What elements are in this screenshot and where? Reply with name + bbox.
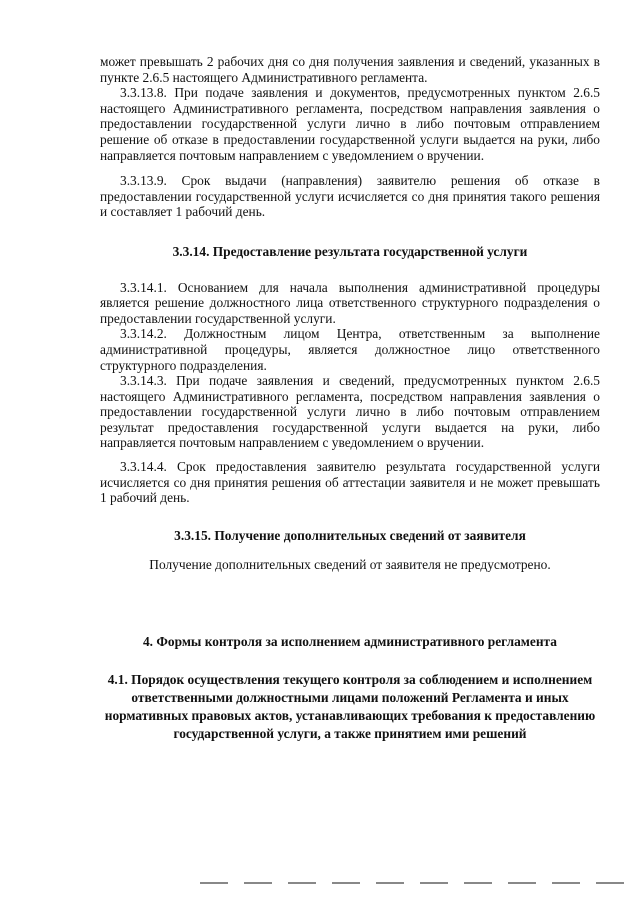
- paragraph-no-additional-info: Получение дополнительных сведений от заявителя не предусмотрено.: [149, 557, 551, 573]
- section-heading-3-3-15: 3.3.15. Получение дополнительных сведений от заявителя: [174, 527, 526, 543]
- paragraph-3-3-14-4: 3.3.14.4. Срок предоставления заявителю результата государственной услуги исчисляется со дня принятия решения об аттестации заявителя и не может превышать 1 рабочий день.: [100, 459, 600, 506]
- paragraph-3-3-14-1: 3.3.14.1. Основанием для начала выполнения административной процедуры является решение должностного лица ответственного структурного подразделения о предоставлении государственной услуги.: [100, 279, 600, 326]
- paragraph-3-3-14-3: 3.3.14.3. При подаче заявления и сведений, предусмотренных пунктом 2.6.5 настоящего Административного регламента, посредством направления заявления о предоставлении государственной услуги лично в либо почтовым отправлением результат предоставления государственной услуги выдается на руки, либо направляется почтовым направлением с уведомлением о вручении.: [100, 373, 600, 451]
- paragraph-3-3-13-8: 3.3.13.8. При подаче заявления и документов, предусмотренных пунктом 2.6.5 настоящего Административного регламента, посредством направления заявления о предоставлении государственной услуги лично в либо почтовым отправлением решение об отказе в предоставлении государственной услуги выдается на руки, либо направляется почтовым направлением с уведомлением о вручении.: [100, 85, 600, 163]
- paragraph-3-3-13-9: 3.3.13.9. Срок выдачи (направления) заявителю решения об отказе в предоставлении государственной услуги исчисляется со дня принятия такого решения и составляет 1 рабочий день.: [100, 173, 600, 220]
- paragraph-3-3-14-2: 3.3.14.2. Должностным лицом Центра, ответственным за выполнение административной процедуры, является должностное лицо ответственного структурного подразделения.: [100, 326, 600, 373]
- chapter-heading-4: 4. Формы контроля за исполнением административного регламента: [142, 634, 557, 650]
- section-heading-3-3-14: 3.3.14. Предоставление результата государственной услуги: [172, 243, 528, 259]
- document-body: [100, 54, 600, 743]
- section-heading-4-1: 4.1. Порядок осуществления текущего контроля за соблюдением и исполнением ответственными должностными лицами положений Регламента и иных нормативных правовых актов, устанавливающих требования к предоставлению государственной услуги, а также принятием ими решений: [104, 672, 596, 742]
- page-footer-line: [200, 882, 630, 884]
- paragraph: может превышать 2 рабочих дня со дня получения заявления и сведений, указанных в пункте 2.6.5 настоящего Административного регламента.: [100, 54, 600, 85]
